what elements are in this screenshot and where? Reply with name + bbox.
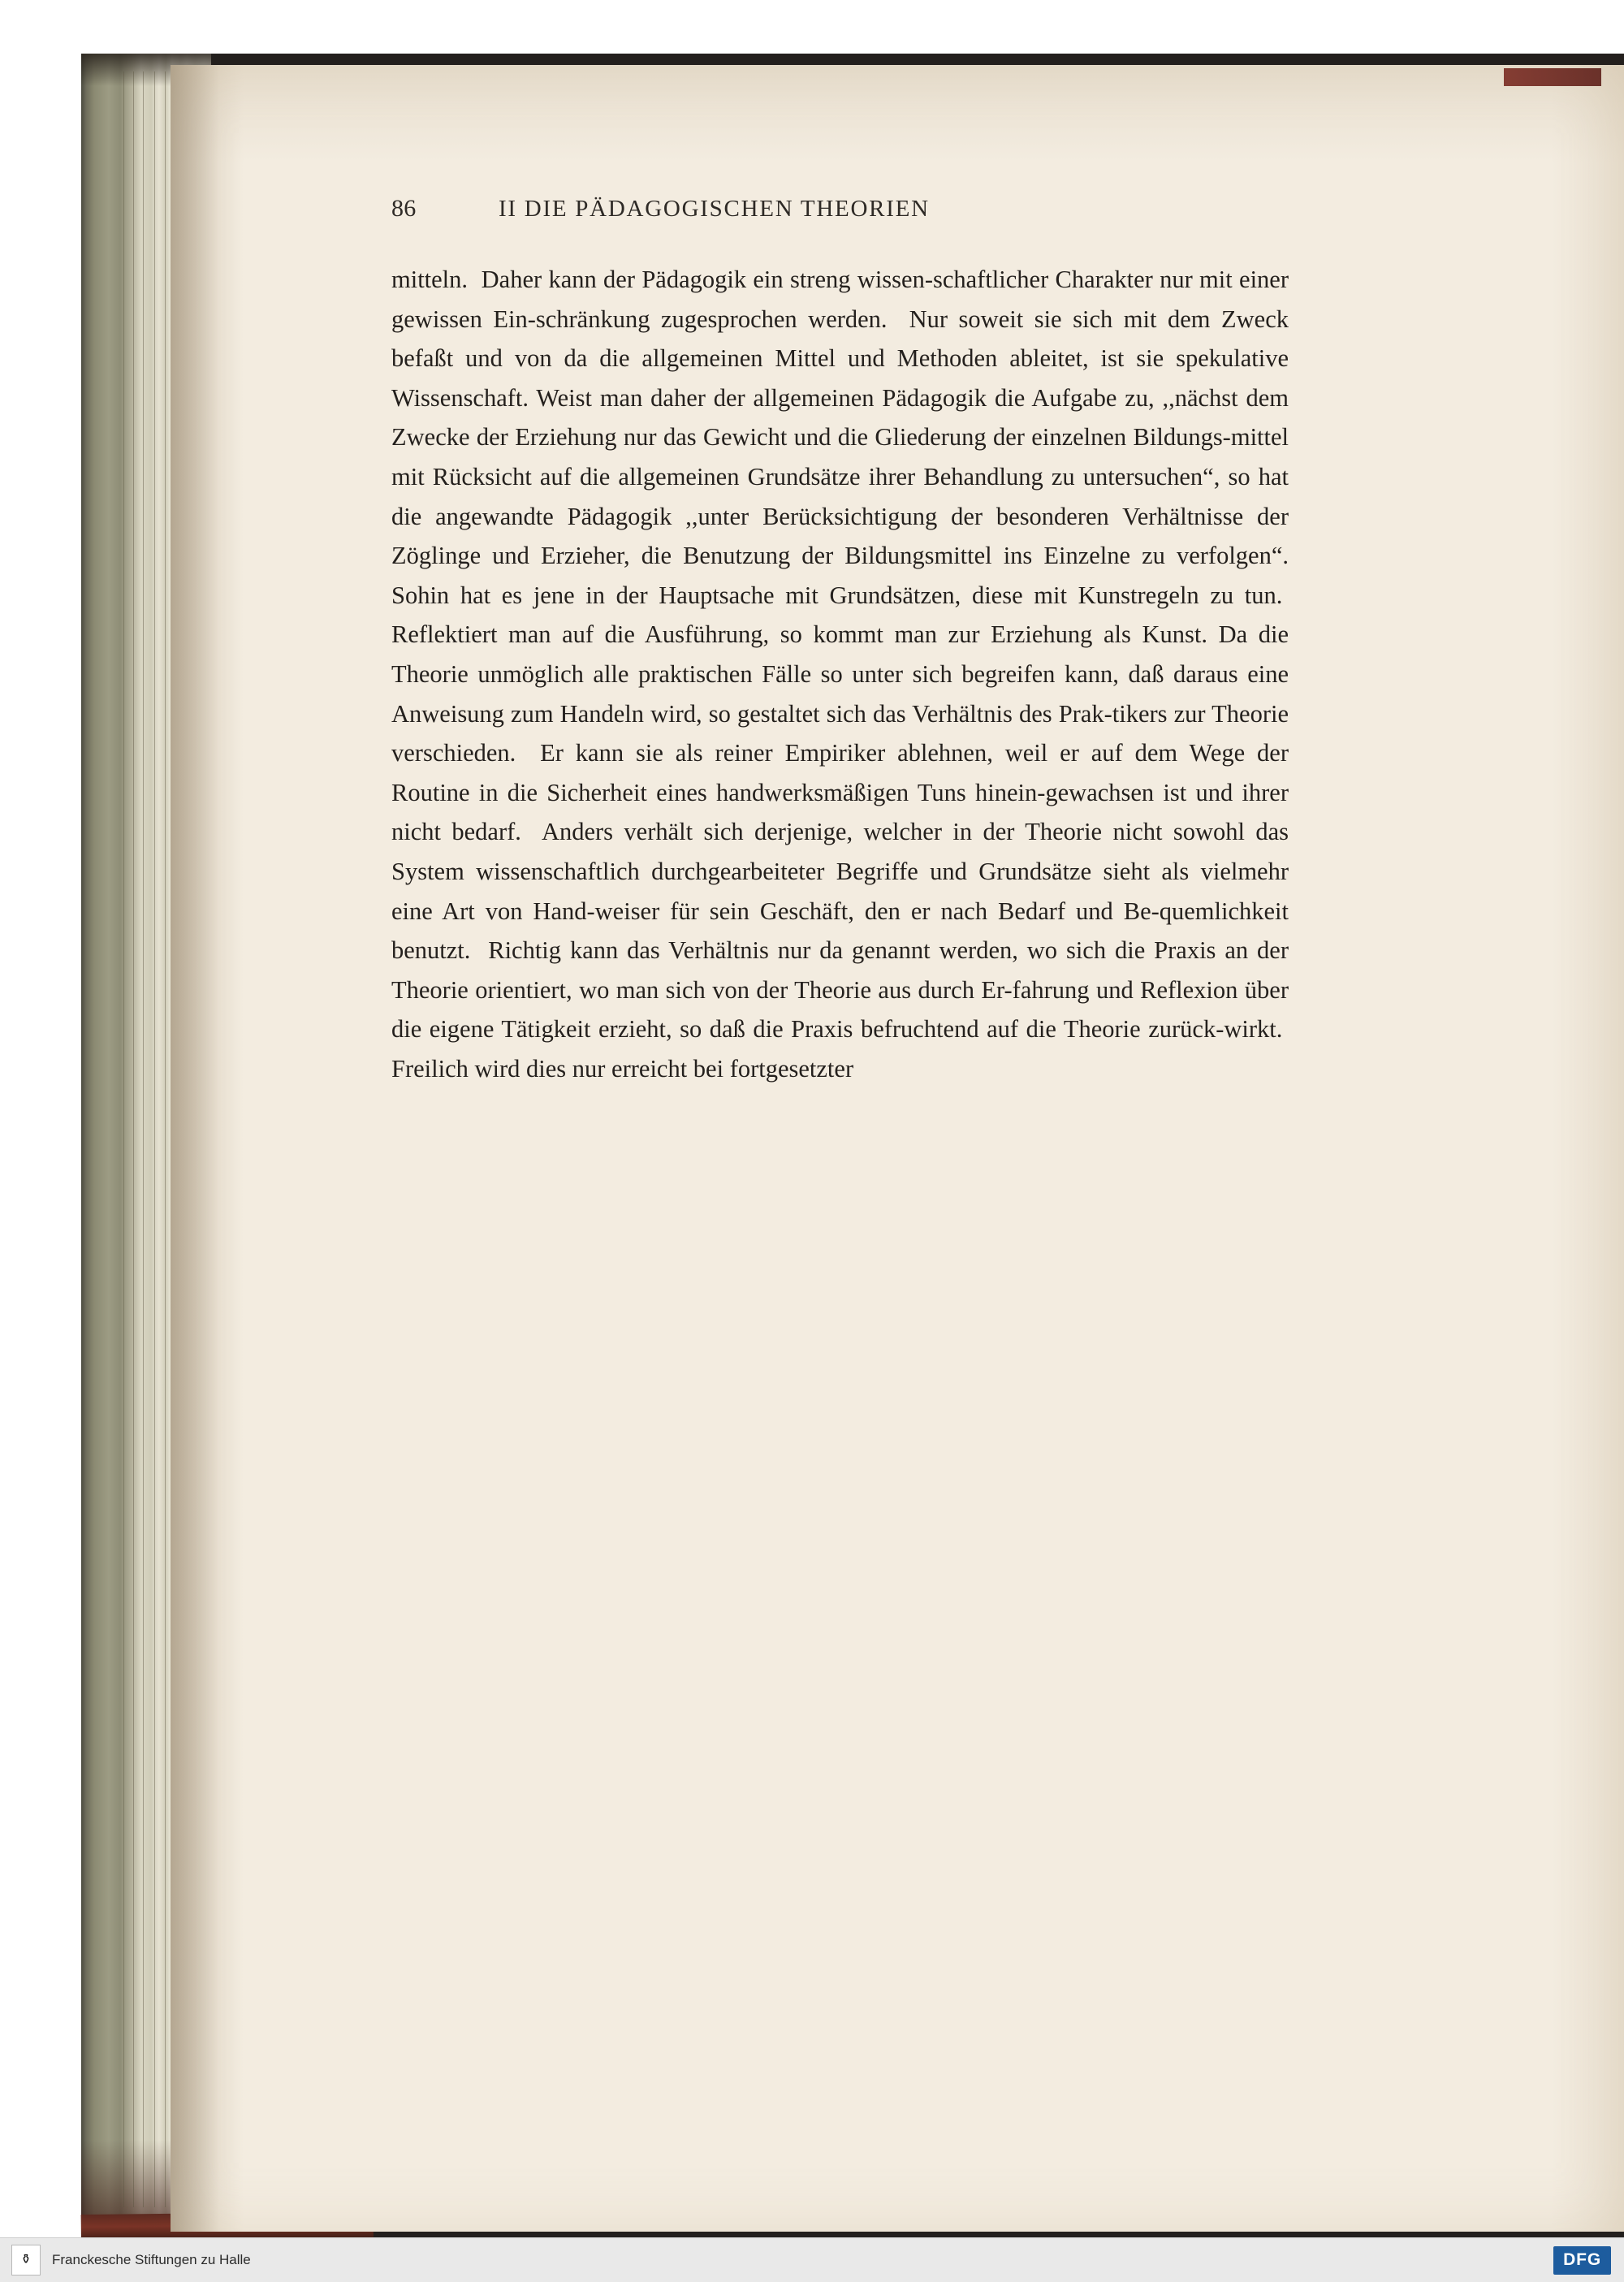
- scan-top-margin: [0, 0, 1624, 54]
- book-page: [171, 65, 1624, 2232]
- body-paragraph: mitteln. Daher kann der Pädagogik ein streng wissen-schaftlicher Charakter nur mit einer gewissen Ein-schränkung zugesprochen werden. Nur soweit sie sich mit dem Zweck befaßt und von da die allgemeinen Mittel und Methoden ableitet, ist sie spekulative Wissenschaft. Weist man daher der allgemeinen Pädagogik die Aufgabe zu, ,,nächst dem Zwecke der Erziehung nur das Gewicht und die Gliederung der einzelnen Bildungs-mittel mit Rücksicht auf die allgemeinen Grundsätze ihrer Behandlung zu untersuchen“, so hat die angewandte Pädagogik ,,unter Berücksichtigung der besonderen Verhältnisse der Zöglinge und Erzieher, die Benutzung der Bildungsmittel ins Einzelne zu verfolgen“. Sohin hat es jene in der Hauptsache mit Grundsätzen, diese mit Kunstregeln zu tun. Reflektiert man auf die Ausführung, so kommt man zur Erziehung als Kunst. Da die Theorie unmöglich alle praktischen Fälle so unter sich begreifen kann, daß daraus eine Anweisung zum Handeln wird, so gestaltet sich das Verhältnis des Prak-tikers zur Theorie verschieden. Er kann sie als reiner Empiriker ablehnen, weil er auf dem Wege der Routine in die Sicherheit eines handwerksmäßigen Tuns hinein-gewachsen ist und ihrer nicht bedarf. Anders verhält sich derjenige, welcher in der Theorie nicht sowohl das System wissenschaftlich durchgearbeiteter Begriffe und Grundsätze sieht als vielmehr eine Art von Hand-weiser für sein Geschäft, den er nach Bedarf und Be-quemlichkeit benutzt. Richtig kann das Verhältnis nur da genannt werden, wo sich die Praxis an der Theorie orientiert, wo man sich von der Theorie aus durch Er-fahrung und Reflexion über die eigene Tätigkeit erzieht, so daß die Praxis befruchtend auf die Theorie zurück-wirkt. Freilich wird dies nur erreicht bei fortgesetzter: [391, 266, 1289, 1083]
- institution-label: Franckesche Stiftungen zu Halle: [52, 2252, 251, 2267]
- chapter-title: II DIE PÄDAGOGISCHEN THEORIEN: [499, 196, 930, 222]
- page-top-stain: [1504, 68, 1601, 86]
- leaf-edge-line: [123, 71, 124, 2207]
- franckesche-stiftungen-logo: [11, 2245, 41, 2276]
- dfg-badge[interactable]: DFG: [1553, 2246, 1611, 2275]
- leaf-edge-line: [154, 71, 155, 2207]
- viewer-footer: [0, 2237, 1624, 2282]
- page-number: 86: [391, 195, 417, 222]
- logo-mark: ⚱: [20, 2253, 32, 2267]
- book-scan: [81, 54, 1624, 2237]
- body-text: [391, 260, 1289, 1088]
- running-head: [391, 195, 1289, 223]
- page-gutter-shade: [171, 65, 219, 2232]
- leaf-edge-line: [133, 71, 134, 2207]
- leaf-edge-line: [165, 71, 166, 2207]
- text-block: [391, 195, 1289, 1088]
- leaf-edge-line: [143, 71, 144, 2207]
